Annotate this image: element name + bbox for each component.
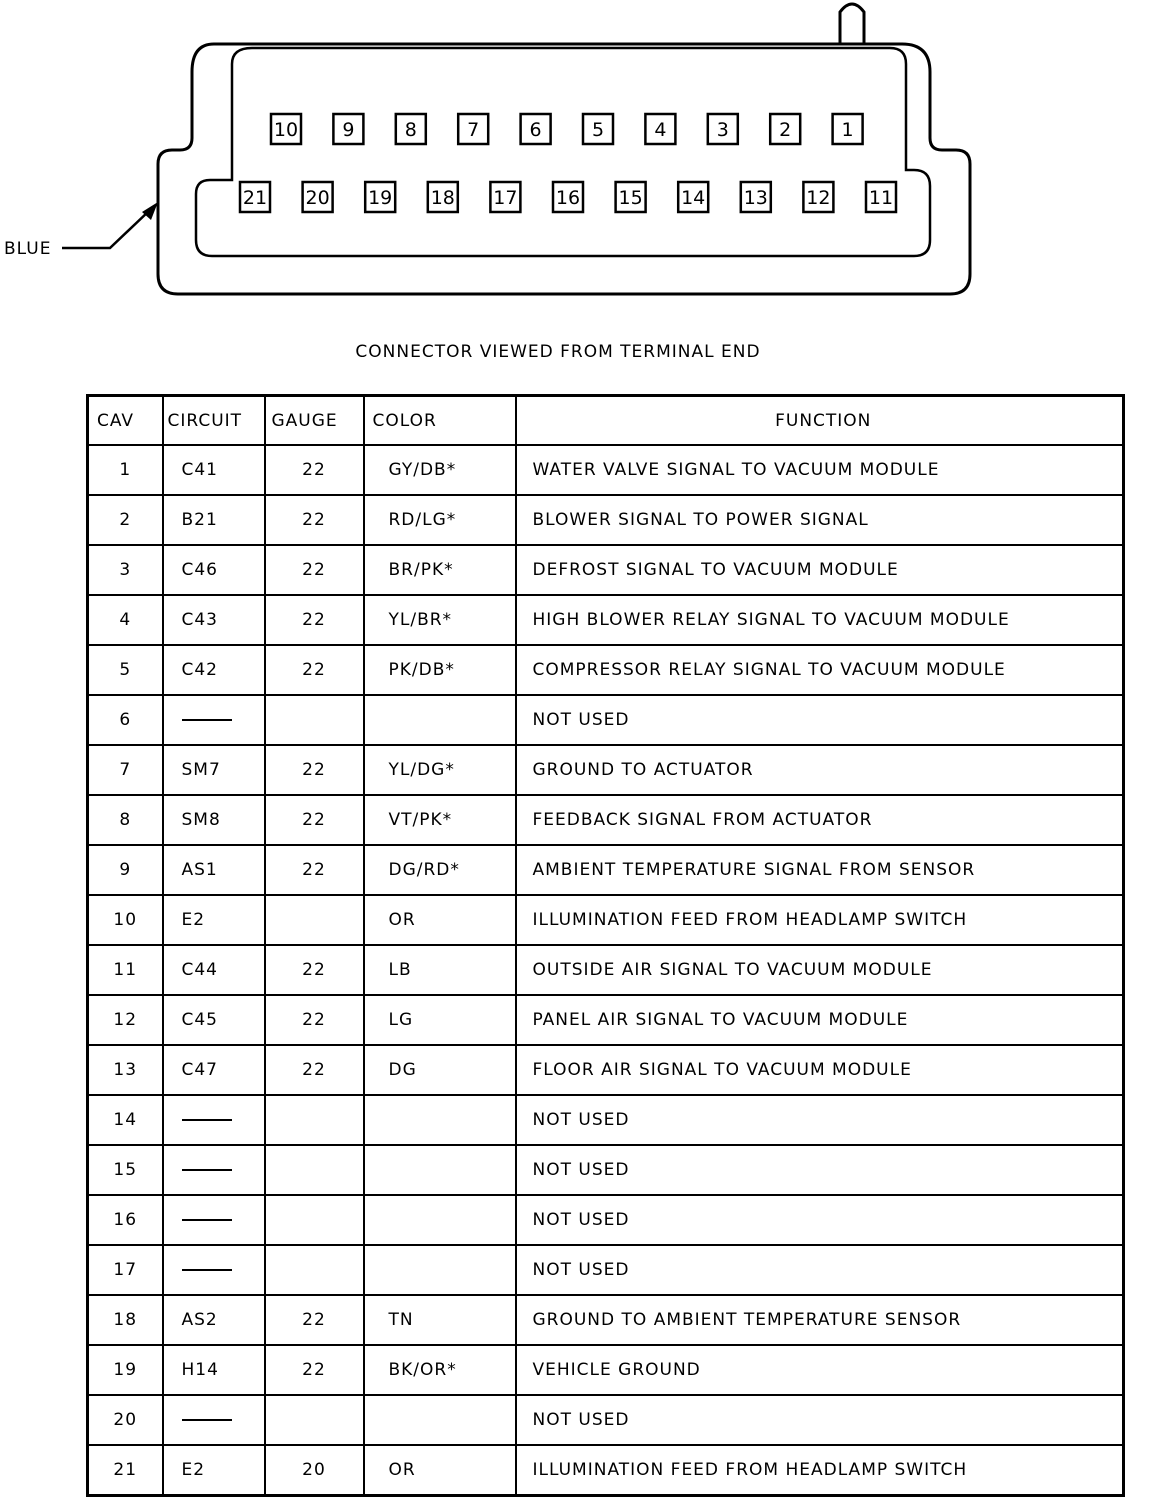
- table-row: [88, 895, 1124, 945]
- cell-cav: [88, 495, 163, 545]
- cell-circuit: [163, 1145, 265, 1195]
- cell-cav: [88, 1345, 163, 1395]
- color-text: OR: [388, 910, 416, 930]
- cell-function: [516, 595, 1124, 645]
- cell-color: [364, 545, 516, 595]
- cav-text: 16: [113, 1210, 138, 1230]
- gauge-text: 22: [302, 1310, 326, 1330]
- cell-color: [364, 595, 516, 645]
- color-text: GY/DB*: [388, 460, 457, 480]
- table-row: [88, 745, 1124, 795]
- table-row: [88, 1345, 1124, 1395]
- table-row: [88, 1395, 1124, 1445]
- cav-text: 20: [113, 1410, 138, 1430]
- cav-text: 12: [113, 1010, 138, 1030]
- cell-circuit: [163, 895, 265, 945]
- pin-number: 9: [342, 119, 355, 141]
- cell-color: [364, 995, 516, 1045]
- cell-circuit: [163, 445, 265, 495]
- cell-gauge: [265, 1245, 364, 1295]
- function-text: NOT USED: [532, 1410, 630, 1430]
- color-text: BK/OR*: [388, 1360, 457, 1380]
- cell-cav: [88, 445, 163, 495]
- pin-number: 17: [493, 187, 518, 209]
- function-text: COMPRESSOR RELAY SIGNAL TO VACUUM MODULE: [532, 660, 1006, 680]
- cav-text: 21: [113, 1460, 138, 1480]
- table-row: [88, 945, 1124, 995]
- cell-color: [364, 1245, 516, 1295]
- cell-circuit: [163, 695, 265, 745]
- unused-dash: [182, 1169, 232, 1171]
- gauge-text: 22: [302, 960, 326, 980]
- cell-cav: [88, 895, 163, 945]
- table-row: [88, 1145, 1124, 1195]
- pin-number: 7: [467, 119, 480, 141]
- cell-cav: [88, 795, 163, 845]
- cell-color: [364, 945, 516, 995]
- pin-number: 15: [618, 187, 643, 209]
- cell-color: [364, 1345, 516, 1395]
- cell-circuit: [163, 1245, 265, 1295]
- pin-number: 11: [868, 187, 894, 209]
- cell-cav: [88, 545, 163, 595]
- cell-gauge: [265, 1395, 364, 1445]
- color-text: DG: [388, 1060, 417, 1080]
- table-row: [88, 495, 1124, 545]
- pin-number: 16: [555, 187, 581, 209]
- cell-cav: [88, 745, 163, 795]
- cell-function: [516, 895, 1124, 945]
- cav-text: 9: [119, 860, 132, 880]
- circuit-text: H14: [181, 1360, 219, 1380]
- function-text: GROUND TO AMBIENT TEMPERATURE SENSOR: [532, 1310, 962, 1330]
- function-text: NOT USED: [532, 1210, 630, 1230]
- cell-function: [516, 495, 1124, 545]
- cav-text: 3: [119, 560, 132, 580]
- cell-gauge: [265, 995, 364, 1045]
- cell-gauge: [265, 545, 364, 595]
- gauge-text: 22: [302, 610, 326, 630]
- cell-gauge: [265, 1195, 364, 1245]
- color-text: TN: [388, 1310, 414, 1330]
- header-circuit: CIRCUIT: [163, 396, 265, 446]
- pin-number: 13: [743, 187, 768, 209]
- color-text: LB: [388, 960, 412, 980]
- cav-text: 2: [119, 510, 132, 530]
- cell-color: [364, 445, 516, 495]
- cell-cav: [88, 1445, 163, 1496]
- cell-color: [364, 795, 516, 845]
- cell-function: [516, 645, 1124, 695]
- cell-circuit: [163, 1345, 265, 1395]
- function-text: DEFROST SIGNAL TO VACUUM MODULE: [532, 560, 899, 580]
- cell-circuit: [163, 795, 265, 845]
- cell-function: [516, 1145, 1124, 1195]
- cav-text: 14: [113, 1110, 138, 1130]
- table-row: [88, 1295, 1124, 1345]
- color-text: YL/BR*: [388, 610, 453, 630]
- cav-text: 19: [113, 1360, 138, 1380]
- function-text: VEHICLE GROUND: [532, 1360, 701, 1380]
- cell-cav: [88, 1095, 163, 1145]
- gauge-text: 22: [302, 760, 326, 780]
- pin-number: 2: [779, 119, 792, 141]
- cell-function: [516, 1395, 1124, 1445]
- cell-gauge: [265, 1145, 364, 1195]
- arrowhead-icon: [142, 202, 158, 220]
- function-text: WATER VALVE SIGNAL TO VACUUM MODULE: [532, 460, 940, 480]
- cell-function: [516, 1095, 1124, 1145]
- cell-cav: [88, 1145, 163, 1195]
- gauge-text: 22: [302, 1060, 326, 1080]
- cell-gauge: [265, 595, 364, 645]
- cav-text: 1: [119, 460, 132, 480]
- function-text: NOT USED: [532, 1110, 630, 1130]
- function-text: ILLUMINATION FEED FROM HEADLAMP SWITCH: [532, 910, 968, 930]
- cav-text: 6: [119, 710, 132, 730]
- cell-circuit: [163, 1395, 265, 1445]
- unused-dash: [182, 719, 232, 721]
- cell-function: [516, 1045, 1124, 1095]
- pin-number: 12: [806, 187, 831, 209]
- table-row: [88, 645, 1124, 695]
- cell-cav: [88, 645, 163, 695]
- connector-latch: [840, 4, 864, 44]
- cell-function: [516, 1295, 1124, 1345]
- cell-circuit: [163, 645, 265, 695]
- header-cav: CAV: [88, 396, 163, 446]
- table-row: [88, 695, 1124, 745]
- cell-gauge: [265, 1295, 364, 1345]
- pin-number: 3: [716, 119, 729, 141]
- function-text: OUTSIDE AIR SIGNAL TO VACUUM MODULE: [532, 960, 933, 980]
- cell-gauge: [265, 695, 364, 745]
- cell-color: [364, 895, 516, 945]
- circuit-text: SM7: [181, 760, 221, 780]
- pin-number: 6: [529, 119, 542, 141]
- cell-circuit: [163, 1295, 265, 1345]
- gauge-text: 22: [302, 860, 326, 880]
- cell-circuit: [163, 995, 265, 1045]
- circuit-text: B21: [181, 510, 218, 530]
- cell-cav: [88, 945, 163, 995]
- gauge-text: 22: [302, 1010, 326, 1030]
- pin-number: 14: [681, 187, 706, 209]
- circuit-text: E2: [181, 1460, 206, 1480]
- cell-circuit: [163, 945, 265, 995]
- cav-text: 7: [119, 760, 132, 780]
- cell-gauge: [265, 1045, 364, 1095]
- color-text: YL/DG*: [388, 760, 455, 780]
- function-text: NOT USED: [532, 1160, 630, 1180]
- cell-color: [364, 1295, 516, 1345]
- table-row: [88, 995, 1124, 1045]
- unused-dash: [182, 1419, 232, 1421]
- table-row: [88, 1095, 1124, 1145]
- cav-text: 5: [119, 660, 132, 680]
- function-text: BLOWER SIGNAL TO POWER SIGNAL: [532, 510, 869, 530]
- pin-number: 19: [368, 187, 393, 209]
- cell-gauge: [265, 1095, 364, 1145]
- cell-color: [364, 845, 516, 895]
- cell-circuit: [163, 1195, 265, 1245]
- pin-number: 20: [305, 187, 330, 209]
- cav-text: 13: [113, 1060, 138, 1080]
- cell-function: [516, 1445, 1124, 1496]
- cell-circuit: [163, 1095, 265, 1145]
- color-text: PK/DB*: [388, 660, 455, 680]
- cell-cav: [88, 1045, 163, 1095]
- cell-gauge: [265, 845, 364, 895]
- unused-dash: [182, 1219, 232, 1221]
- cell-function: [516, 1245, 1124, 1295]
- table-row: [88, 845, 1124, 895]
- circuit-text: C46: [181, 560, 219, 580]
- table-row: [88, 1445, 1124, 1496]
- cell-gauge: [265, 1345, 364, 1395]
- cav-text: 4: [119, 610, 132, 630]
- pin-number: 10: [273, 119, 299, 141]
- cell-function: [516, 745, 1124, 795]
- pin-number: 18: [430, 187, 455, 209]
- cell-function: [516, 695, 1124, 745]
- cell-color: [364, 495, 516, 545]
- pin-number: 5: [591, 119, 605, 141]
- function-text: GROUND TO ACTUATOR: [532, 760, 754, 780]
- table-row: [88, 1195, 1124, 1245]
- cell-gauge: [265, 1445, 364, 1496]
- cell-function: [516, 545, 1124, 595]
- circuit-text: C44: [181, 960, 219, 980]
- circuit-text: AS1: [181, 860, 218, 880]
- table-row: [88, 795, 1124, 845]
- color-text: VT/PK*: [388, 810, 453, 830]
- cell-gauge: [265, 945, 364, 995]
- table-row: [88, 1245, 1124, 1295]
- function-text: PANEL AIR SIGNAL TO VACUUM MODULE: [532, 1010, 909, 1030]
- gauge-text: 20: [302, 1460, 326, 1480]
- cav-text: 10: [113, 910, 138, 930]
- table-header-row: [88, 396, 1124, 446]
- circuit-text: C47: [181, 1060, 219, 1080]
- connector-diagram: [0, 0, 1152, 335]
- cav-text: 15: [113, 1160, 138, 1180]
- gauge-text: 22: [302, 810, 326, 830]
- cell-circuit: [163, 595, 265, 645]
- cell-function: [516, 995, 1124, 1045]
- cell-cav: [88, 845, 163, 895]
- table-row: [88, 1045, 1124, 1095]
- header-function: FUNCTION: [516, 396, 1124, 446]
- color-text: LG: [388, 1010, 414, 1030]
- cell-color: [364, 1045, 516, 1095]
- cell-cav: [88, 995, 163, 1045]
- pin-number: 4: [654, 119, 667, 141]
- cell-function: [516, 445, 1124, 495]
- color-text: RD/LG*: [388, 510, 457, 530]
- color-text: OR: [388, 1460, 416, 1480]
- circuit-text: C42: [181, 660, 219, 680]
- cell-gauge: [265, 895, 364, 945]
- cell-cav: [88, 1295, 163, 1345]
- cav-text: 8: [119, 810, 132, 830]
- cell-cav: [88, 1245, 163, 1295]
- function-text: NOT USED: [532, 710, 630, 730]
- cell-cav: [88, 595, 163, 645]
- color-text: DG/RD*: [388, 860, 460, 880]
- gauge-text: 22: [302, 510, 326, 530]
- cell-circuit: [163, 495, 265, 545]
- cell-function: [516, 1195, 1124, 1245]
- cell-circuit: [163, 545, 265, 595]
- gauge-text: 22: [302, 660, 326, 680]
- cell-gauge: [265, 795, 364, 845]
- cell-circuit: [163, 1445, 265, 1496]
- function-text: ILLUMINATION FEED FROM HEADLAMP SWITCH: [532, 1460, 968, 1480]
- function-text: NOT USED: [532, 1260, 630, 1280]
- cav-text: 17: [113, 1260, 138, 1280]
- cell-color: [364, 745, 516, 795]
- cell-color: [364, 1195, 516, 1245]
- table-row: [88, 595, 1124, 645]
- cell-color: [364, 645, 516, 695]
- function-text: FEEDBACK SIGNAL FROM ACTUATOR: [532, 810, 873, 830]
- cavity-table: [86, 394, 1125, 1497]
- unused-dash: [182, 1269, 232, 1271]
- table-row: [88, 545, 1124, 595]
- cell-gauge: [265, 495, 364, 545]
- color-text: BR/PK*: [388, 560, 454, 580]
- pointer-label: BLUE: [4, 239, 52, 259]
- cell-function: [516, 795, 1124, 845]
- cell-function: [516, 845, 1124, 895]
- pin-number: 21: [242, 187, 268, 209]
- unused-dash: [182, 1119, 232, 1121]
- cell-circuit: [163, 745, 265, 795]
- circuit-text: SM8: [181, 810, 221, 830]
- header-color: COLOR: [364, 396, 516, 446]
- gauge-text: 22: [302, 1360, 326, 1380]
- cav-text: 18: [113, 1310, 138, 1330]
- gauge-text: 22: [302, 460, 326, 480]
- cell-cav: [88, 1395, 163, 1445]
- circuit-text: C45: [181, 1010, 219, 1030]
- cell-cav: [88, 1195, 163, 1245]
- cell-gauge: [265, 745, 364, 795]
- cav-text: 11: [113, 960, 138, 980]
- cell-cav: [88, 695, 163, 745]
- cell-gauge: [265, 645, 364, 695]
- gauge-text: 22: [302, 560, 326, 580]
- function-text: AMBIENT TEMPERATURE SIGNAL FROM SENSOR: [532, 860, 976, 880]
- pin-number: 8: [404, 119, 417, 141]
- circuit-text: C43: [181, 610, 219, 630]
- function-text: HIGH BLOWER RELAY SIGNAL TO VACUUM MODULE: [532, 610, 1010, 630]
- cell-function: [516, 1345, 1124, 1395]
- cell-color: [364, 1095, 516, 1145]
- circuit-text: AS2: [181, 1310, 218, 1330]
- diagram-caption: CONNECTOR VIEWED FROM TERMINAL END: [355, 342, 761, 362]
- cell-color: [364, 1145, 516, 1195]
- header-gauge: GAUGE: [265, 396, 364, 446]
- pin-number: 1: [841, 119, 854, 141]
- cell-gauge: [265, 445, 364, 495]
- circuit-text: C41: [181, 460, 219, 480]
- cell-color: [364, 1445, 516, 1496]
- table-row: [88, 445, 1124, 495]
- cell-color: [364, 695, 516, 745]
- cell-circuit: [163, 845, 265, 895]
- circuit-text: E2: [181, 910, 206, 930]
- function-text: FLOOR AIR SIGNAL TO VACUUM MODULE: [532, 1060, 912, 1080]
- pointer-arrow: [62, 210, 150, 248]
- cell-color: [364, 1395, 516, 1445]
- cell-circuit: [163, 1045, 265, 1095]
- cell-function: [516, 945, 1124, 995]
